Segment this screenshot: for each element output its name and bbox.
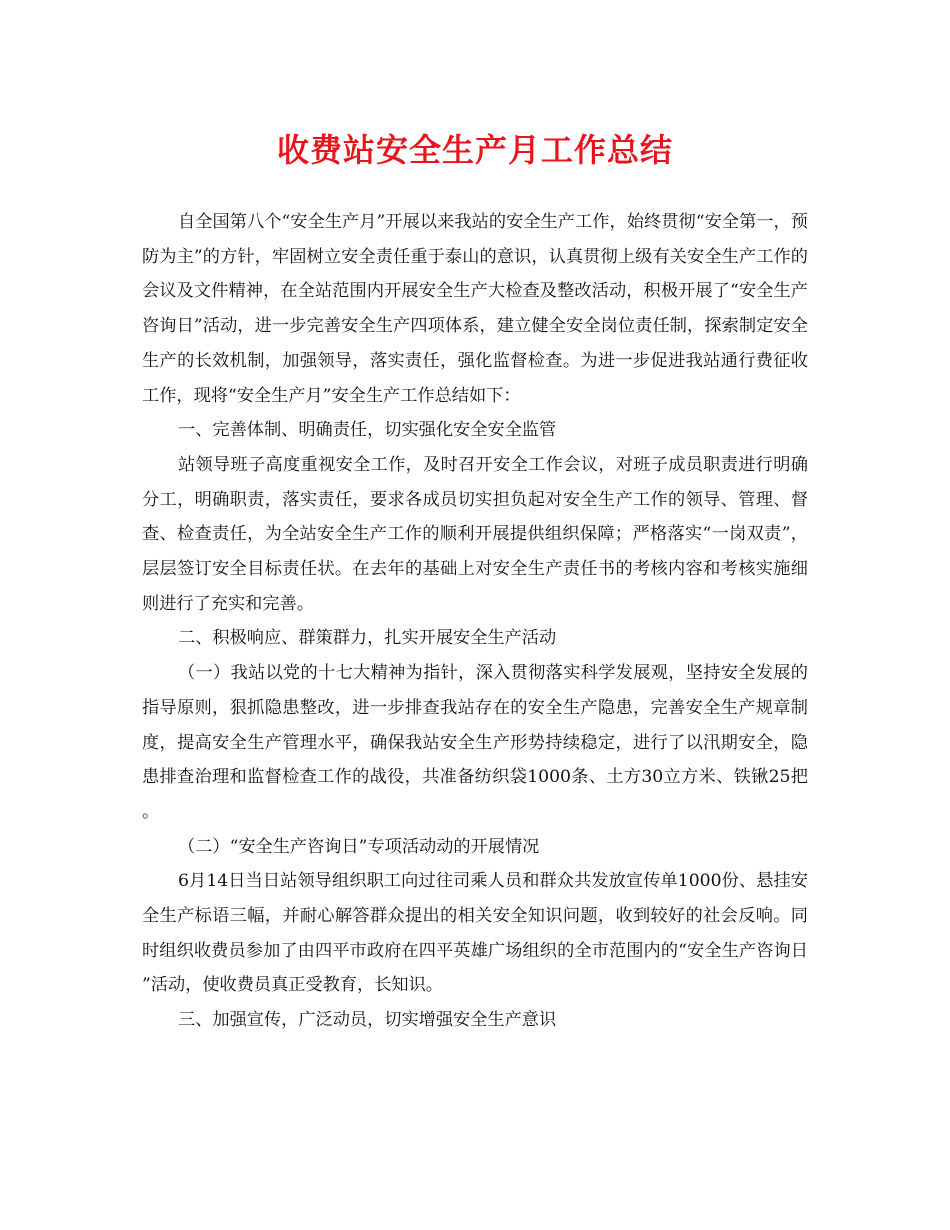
document-title: 收费站安全生产月工作总结 <box>276 131 673 169</box>
section-2-subheading-2: （二）“安全生产咨询日”专项活动动的开展情况 <box>178 836 540 857</box>
section-heading-1: 一、完善体制、明确责任，切实强化安全安全监管 <box>178 420 557 441</box>
section-heading-3: 三、加强宣传，广泛动员，切实增强安全生产意识 <box>178 1010 557 1031</box>
document-body <box>142 205 808 1038</box>
section-2-item-2-paragraph: 6月14日当日站领导组织职工向过往司乘人员和群众共发放宣传单1000份、悬挂安全生产标语三幅，并耐心解答群众提出的相关安全知识问题，收到较好的社会反响。同时组织收费员参加了由四平市政府在四平英雄广场组织的全市范围内的“安全生产咨询日”活动，使收费员真正受教育，长知识。 <box>142 871 808 996</box>
section-heading-2: 二、积极响应、群策群力，扎实开展安全生产活动 <box>178 628 557 649</box>
document-page <box>142 0 808 1230</box>
intro-paragraph: 自全国第八个“安全生产月”开展以来我站的安全生产工作，始终贯彻“安全第一，预防为主”的方针，牢固树立安全责任重于泰山的意识，认真贯彻上级有关安全生产工作的会议及文件精神，在全站范围内开展安全生产大检查及整改活动，积极开展了“安全生产咨询日”活动，进一步完善安全生产四项体系，建立健全安全岗位责任制，探索制定安全生产的长效机制，加强领导，落实责任，强化监督检查。为进一步促进我站通行费征收工作，现将“安全生产月”安全生产工作总结如下： <box>142 212 808 406</box>
section-1-paragraph: 站领导班子高度重视安全工作，及时召开安全工作会议，对班子成员职责进行明确分工，明确职责，落实责任，要求各成员切实担负起对安全生产工作的领导、管理、督查、检查责任，为全站安全生产工作的顺利开展提供组织保障；严格落实“一岗双责”，层层签订安全目标责任状。在去年的基础上对安全生产责任书的考核内容和考核实施细则进行了充实和完善。 <box>142 454 808 614</box>
section-2-item-1-paragraph: （一）我站以党的十七大精神为指针，深入贯彻落实科学发展观，坚持安全发展的指导原则，狠抓隐患整改，进一步排查我站存在的安全生产隐患，完善安全生产规章制度，提高安全生产管理水平，确保我站安全生产形势持续稳定，进行了以汛期安全，隐患排查治理和监督检查工作的战役，共准备纺织袋1000条、土方30立方米、铁锹25把。 <box>142 663 808 822</box>
